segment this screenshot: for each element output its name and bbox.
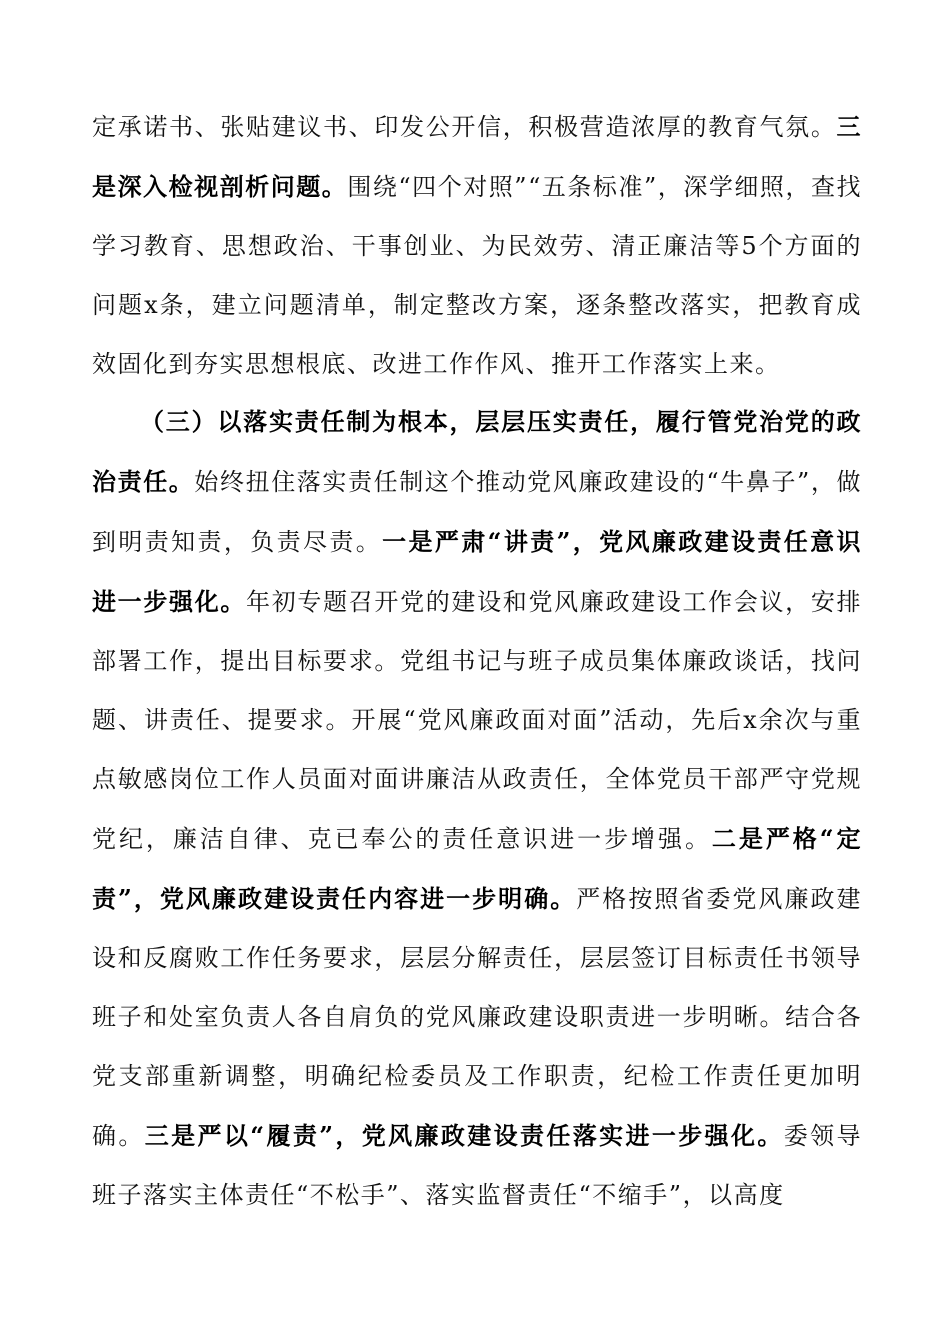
point-three-heading: 三是严以“履责”，党风廉政建设责任落实进一步强化。 — [144, 1121, 784, 1150]
paragraph-2-text-4: 委领导班子落实主体责任“不松手”、落实监督责任“不缩手”，以高度 — [92, 1122, 863, 1209]
paragraph-1 — [92, 97, 862, 394]
point-one-heading: 一是严肃“讲责”，党风廉政建设责任意识进一步强化。 — [92, 527, 863, 616]
paragraph-2-text-3: 严格按照省委党风廉政建设和反腐败工作任务要求，层层分解责任，层层签订目标责任书领导班子和处室负责人各自肩负的党风廉政建设职责进一步明晰。结合各党支部重新调整，明确纪检委员及工作职责，纪检工作责任更加明确。 — [92, 885, 863, 1150]
paragraph-2-text-1: 始终扭住落实责任制这个推动党风廉政建设的“牛鼻子”，做到明责知责，负责尽责。 — [92, 468, 863, 556]
paragraph-2 — [92, 392, 862, 1225]
paragraph-1-text-1: 定承诺书、张贴建议书、印发公开信，积极营造浓厚的教育气氛。 — [92, 113, 837, 141]
section-heading: （三）以落实责任制为根本，层层压实责任，履行管党治党的政治责任。 — [92, 407, 862, 496]
paragraph-1-bold-heading: 三是深入检视剖析问题。 — [92, 112, 862, 201]
paragraph-2-text-2: 年初专题召开党的建设和党风廉政建设工作会议，安排部署工作，提出目标要求。党组书记与班子成员集体廉政谈话，找问题、讲责任、提要求。开展“党风廉政面对面”活动，先后x余次与重点敏感岗位工作人员面对面讲廉洁从政责任，全体党员干部严守党规党纪，廉洁自律、克已奉公的责任意识进一步增强。 — [92, 588, 863, 853]
point-two-heading: 二是严格“定责”，党风廉政建设责任内容进一步明确。 — [92, 824, 862, 913]
paragraph-1-text-2: 围绕“四个对照”“五条标准”，深学细照，查找学习教育、思想政治、干事创业、为民效劳、清正廉洁等5个方面的问题x条，建立问题清单，制定整改方案，逐条整改落实，把教育成效固化到夯实思想根底、改进工作作风、推开工作落实上来。 — [92, 173, 863, 378]
